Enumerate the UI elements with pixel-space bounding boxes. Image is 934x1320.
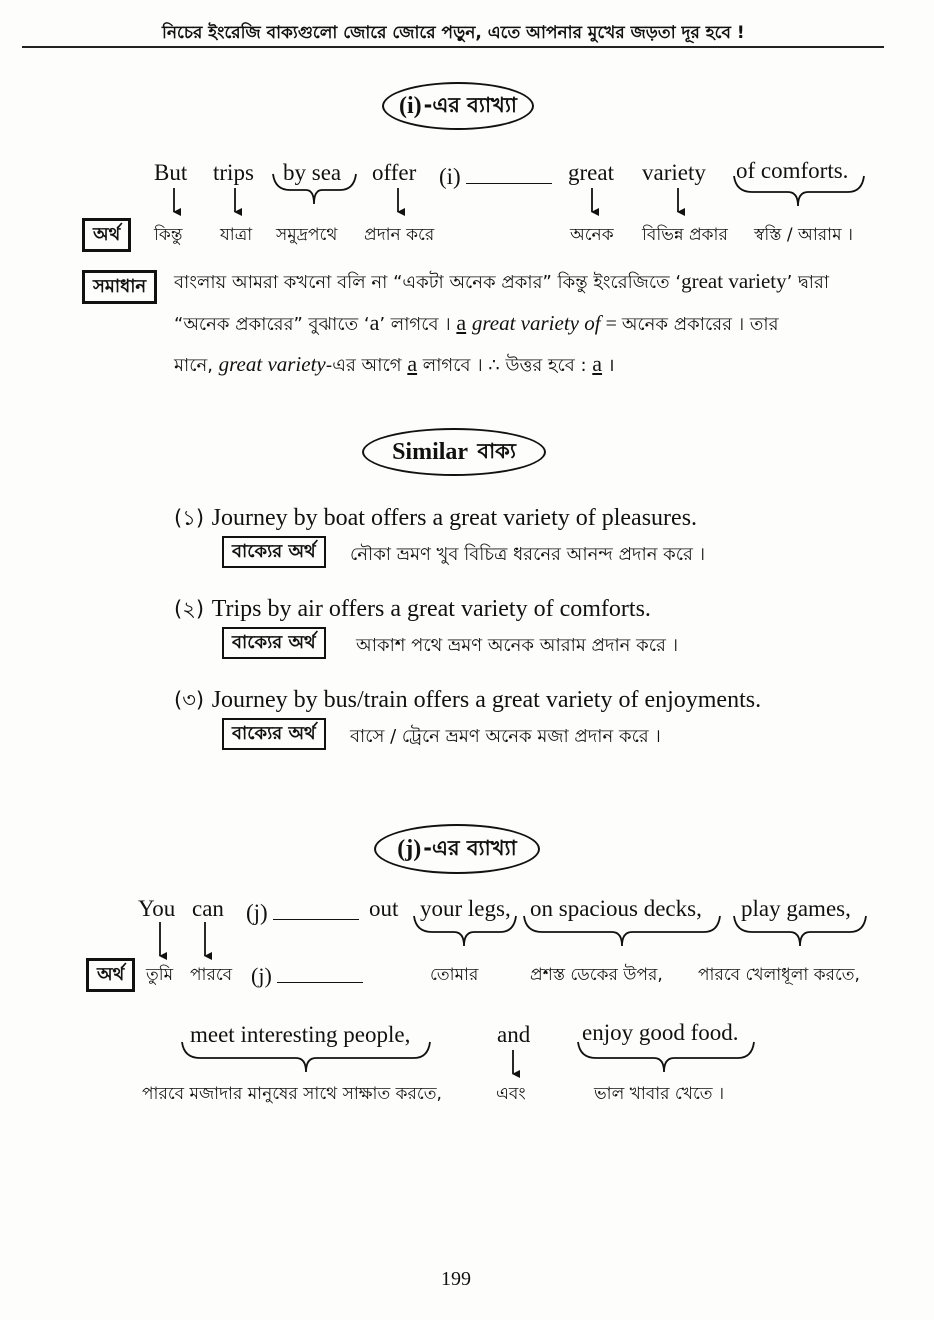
meaning: অনেক <box>570 225 614 245</box>
section-j-suffix: -এর ব্যাখ্যা <box>423 835 517 860</box>
solution-text: বাংলায় আমরা কখনো বলি না “একটা অনেক প্রকার” কিন্তু ইংরেজিতে ‘ <box>174 272 682 293</box>
similar-title-bn: বাক্য <box>477 438 516 463</box>
meaning: এবং <box>496 1084 526 1104</box>
sentence-meaning: নৌকা ভ্রমণ খুব বিচিত্র ধরনের আনন্দ প্রদান করে । <box>350 544 706 565</box>
blank-label: (j) <box>251 963 272 988</box>
sentence-number: (১) <box>174 506 205 530</box>
solution-article: a <box>407 351 418 376</box>
section-j-letter: (j) <box>397 835 422 862</box>
solution-text: মানে, <box>174 355 219 376</box>
solution-phrase: great variety of <box>471 311 601 335</box>
brace <box>734 916 866 946</box>
solution-text: । <box>602 355 615 376</box>
word: meet interesting people, <box>190 1022 411 1047</box>
word: of comforts. <box>736 158 849 183</box>
meaning-label: অর্থ <box>86 958 135 992</box>
meaning: পারবে <box>190 965 233 985</box>
brace <box>273 174 356 204</box>
sentence-number: (২) <box>174 597 205 621</box>
brace <box>524 916 720 946</box>
solution-text: “অনেক প্রকারের” বুঝাতে ‘ <box>174 314 370 335</box>
word: can <box>192 896 224 921</box>
solution-text: লাগবে । ∴ উত্তর হবে : <box>417 355 593 376</box>
section-i-suffix: -এর ব্যাখ্যা <box>423 92 518 117</box>
sentence-meaning-label: বাক্যের অর্থ <box>222 718 326 750</box>
brace <box>414 916 516 946</box>
meaning: তুমি <box>146 965 174 985</box>
solution-text: -এর আগে <box>325 355 408 376</box>
word: variety <box>642 160 706 185</box>
meaning: তোমার <box>430 965 479 985</box>
solution-phrase: great variety <box>681 269 787 293</box>
similar-title-en: Similar <box>392 438 469 465</box>
sentence-number: (৩) <box>174 688 205 712</box>
meaning: পারবে মজাদার মানুষের সাথে সাক্ষাত করতে, <box>142 1084 442 1104</box>
meaning: যাত্রা <box>220 225 253 245</box>
word: out <box>369 896 399 921</box>
meaning: প্রশস্ত ডেকের উপর, <box>530 965 663 985</box>
solution-article: a <box>456 310 467 335</box>
meaning-label: অর্থ <box>82 218 131 252</box>
word: But <box>154 160 188 185</box>
word: great <box>568 160 614 185</box>
word: enjoy good food. <box>582 1020 739 1045</box>
word: offer <box>372 160 417 185</box>
solution-text: অনেক প্রকারের । তার <box>621 314 779 335</box>
blank-label: (i) <box>439 164 461 189</box>
brace <box>578 1042 754 1072</box>
solution-article: a <box>592 351 603 376</box>
sentence-meaning: বাসে / ট্রেনে ভ্রমণ অনেক মজা প্রদান করে । <box>350 726 661 747</box>
solution-text: ’ লাগবে । <box>379 314 457 335</box>
word: by sea <box>283 160 342 185</box>
solution-text: ’ দ্বারা <box>786 272 830 293</box>
page-number: 199 <box>441 1268 471 1290</box>
meaning: পারবে খেলাধূলা করতে, <box>698 965 860 985</box>
word: trips <box>213 160 254 185</box>
section-i-letter: (i) <box>398 92 422 119</box>
word: You <box>138 896 176 921</box>
solution-phrase: great variety <box>218 352 326 376</box>
meaning: কিন্তু <box>154 225 183 245</box>
solution-article: a <box>369 310 380 335</box>
word: and <box>497 1022 531 1047</box>
word: play games, <box>741 896 851 921</box>
word: on spacious decks, <box>530 896 702 921</box>
brace <box>734 176 864 206</box>
sentence-meaning: আকাশ পথে ভ্রমণ অনেক আরাম প্রদান করে । <box>356 635 679 656</box>
sentence-text: Trips by air offers a great variety of comforts. <box>211 596 651 622</box>
sentence-text: Journey by bus/train offers a great variety of enjoyments. <box>211 687 762 713</box>
page-header: নিচের ইংরেজি বাক্যগুলো জোরে জোরে পড়ুন, এতে আপনার মুখের জড়তা দূর হবে ! <box>162 23 745 43</box>
sentence-text: Journey by boat offers a great variety of pleasures. <box>211 505 698 531</box>
sentence-meaning-label: বাক্যের অর্থ <box>222 627 326 659</box>
solution-text: = <box>600 313 622 335</box>
blank-label: (j) <box>246 900 268 925</box>
meaning: স্বস্তি / আরাম । <box>754 225 854 245</box>
sentence-meaning-label: বাক্যের অর্থ <box>222 536 326 568</box>
meaning: সমুদ্রপথে <box>276 225 338 245</box>
solution-label: সমাধান <box>82 270 157 304</box>
brace <box>182 1042 430 1072</box>
meaning: বিভিন্ন প্রকার <box>642 225 728 245</box>
meaning: ভাল খাবার খেতে । <box>594 1084 725 1104</box>
word: your legs, <box>420 896 511 921</box>
meaning: প্রদান করে <box>364 225 435 245</box>
